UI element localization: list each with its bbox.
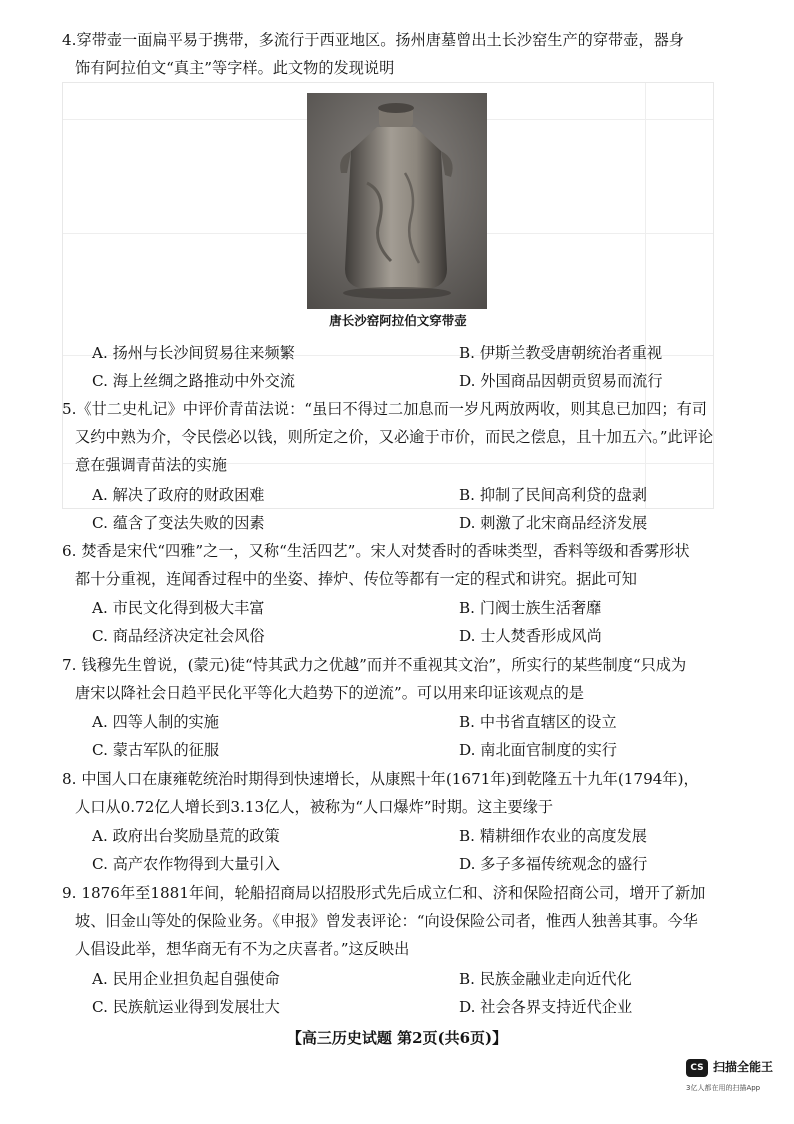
q9-option-c[interactable]: C. 民族航运业得到发展壮大 bbox=[92, 998, 280, 1016]
q8-option-d[interactable]: D. 多子多福传统观念的盛行 bbox=[459, 855, 648, 873]
question-9 bbox=[62, 879, 722, 963]
question-9-line-3: 人倡设此举，想华商无有不为之庆喜者。”这反映出 bbox=[75, 940, 410, 958]
question-9-line-1: 9. 1876年至1881年间，轮船招商局以招股形式先后成立仁和、济和保险招商公司，增开了新加 bbox=[62, 884, 706, 902]
q4-option-c[interactable]: C. 海上丝绸之路推动中外交流 bbox=[92, 372, 295, 390]
q8-option-b[interactable]: B. 精耕细作农业的高度发展 bbox=[459, 827, 647, 845]
q9-option-d[interactable]: D. 社会各界支持近代企业 bbox=[459, 998, 633, 1016]
question-8-line-2: 人口从0.72亿人增长到3.13亿人，被称为“人口爆炸”时期。这主要缘于 bbox=[75, 798, 554, 816]
question-8 bbox=[62, 765, 722, 821]
question-4-line-1: 4.穿带壶一面扁平易于携带，多流行于西亚地区。扬州唐墓曾出土长沙窑生产的穿带壶，器身 bbox=[62, 31, 684, 49]
q9-option-a[interactable]: A. 民用企业担负起自强使命 bbox=[92, 970, 280, 988]
page-footer: 【高三历史试题 第2页(共6页)】 bbox=[286, 1029, 508, 1047]
question-7 bbox=[62, 651, 722, 707]
question-9-line-2: 坡、旧金山等处的保险业务。《申报》曾发表评论：“向设保险公司者，惟西人独善其事。今华 bbox=[75, 912, 698, 930]
figure-caption: 唐长沙窑阿拉伯文穿带壶 bbox=[329, 313, 467, 328]
question-4-line-2: 饰有阿拉伯文“真主”等字样。此文物的发现说明 bbox=[75, 59, 395, 77]
question-5-line-3: 意在强调青苗法的实施 bbox=[75, 456, 227, 474]
watermark-name: 扫描全能王 bbox=[713, 1060, 774, 1074]
q5-option-c[interactable]: C. 蕴含了变法失败的因素 bbox=[92, 514, 265, 532]
q7-option-c[interactable]: C. 蒙古军队的征服 bbox=[92, 741, 220, 759]
question-5 bbox=[62, 395, 722, 479]
q7-option-b[interactable]: B. 中书省直辖区的设立 bbox=[459, 713, 617, 731]
q9-option-b[interactable]: B. 民族金融业走向近代化 bbox=[459, 970, 632, 988]
question-8-line-1: 8. 中国人口在康雍乾统治时期得到快速增长，从康熙十年(1671年)到乾隆五十九年(1794年)， bbox=[62, 770, 699, 788]
q4-option-b[interactable]: B. 伊斯兰教受唐朝统治者重视 bbox=[459, 344, 663, 362]
q5-option-d[interactable]: D. 刺激了北宋商品经济发展 bbox=[459, 514, 648, 532]
q5-option-b[interactable]: B. 抑制了民间高利贷的盘剥 bbox=[459, 486, 647, 504]
q4-option-d[interactable]: D. 外国商品因朝贡贸易而流行 bbox=[459, 372, 663, 390]
question-6-line-2: 都十分重视，连闻香过程中的坐姿、捧炉、传位等都有一定的程式和讲究。据此可知 bbox=[75, 570, 637, 588]
question-4 bbox=[62, 26, 722, 82]
scanner-watermark bbox=[686, 1053, 786, 1113]
question-6 bbox=[62, 537, 722, 593]
question-7-line-1: 7. 钱穆先生曾说，(蒙元)徒“恃其武力之优越”而并不重视其文治”，所实行的某些制度“只成为 bbox=[62, 656, 687, 674]
q7-option-a[interactable]: A. 四等人制的实施 bbox=[92, 713, 219, 731]
q8-option-c[interactable]: C. 高产农作物得到大量引入 bbox=[92, 855, 280, 873]
q8-option-a[interactable]: A. 政府出台奖励垦荒的政策 bbox=[92, 827, 280, 845]
q4-option-a[interactable]: A. 扬州与长沙间贸易往来频繁 bbox=[92, 344, 295, 362]
question-5-line-1: 5.《廿二史札记》中评价青苗法说：“虽曰不得过二加息而一岁凡两放两收，则其息已加四；有司 bbox=[62, 400, 707, 418]
q7-option-d[interactable]: D. 南北面官制度的实行 bbox=[459, 741, 617, 759]
q5-option-a[interactable]: A. 解决了政府的财政困难 bbox=[92, 486, 265, 504]
question-7-line-2: 唐宋以降社会日趋平民化平等化大趋势下的逆流”。可以用来印证该观点的是 bbox=[75, 684, 584, 702]
question-5-line-2: 又约中熟为介，令民偿必以钱，则所定之价，又必逾于市价，而民之偿息，且十加五六。”此评论 bbox=[75, 428, 714, 446]
camscanner-logo-icon: CS bbox=[686, 1059, 708, 1077]
question-6-line-1: 6. 焚香是宋代“四雅”之一，又称“生活四艺”。宋人对焚香时的香味类型，香料等级和香雾形状 bbox=[62, 542, 690, 560]
ceramic-flask-photo-icon bbox=[307, 93, 487, 309]
flask-photo bbox=[307, 93, 487, 309]
watermark-subtitle: 3亿人都在用的扫描App bbox=[686, 1084, 761, 1092]
q6-option-a[interactable]: A. 市民文化得到极大丰富 bbox=[92, 599, 265, 617]
q6-option-c[interactable]: C. 商品经济决定社会风俗 bbox=[92, 627, 265, 645]
q6-option-d[interactable]: D. 士人焚香形成风尚 bbox=[459, 627, 602, 645]
q6-option-b[interactable]: B. 门阀士族生活奢靡 bbox=[459, 599, 602, 617]
